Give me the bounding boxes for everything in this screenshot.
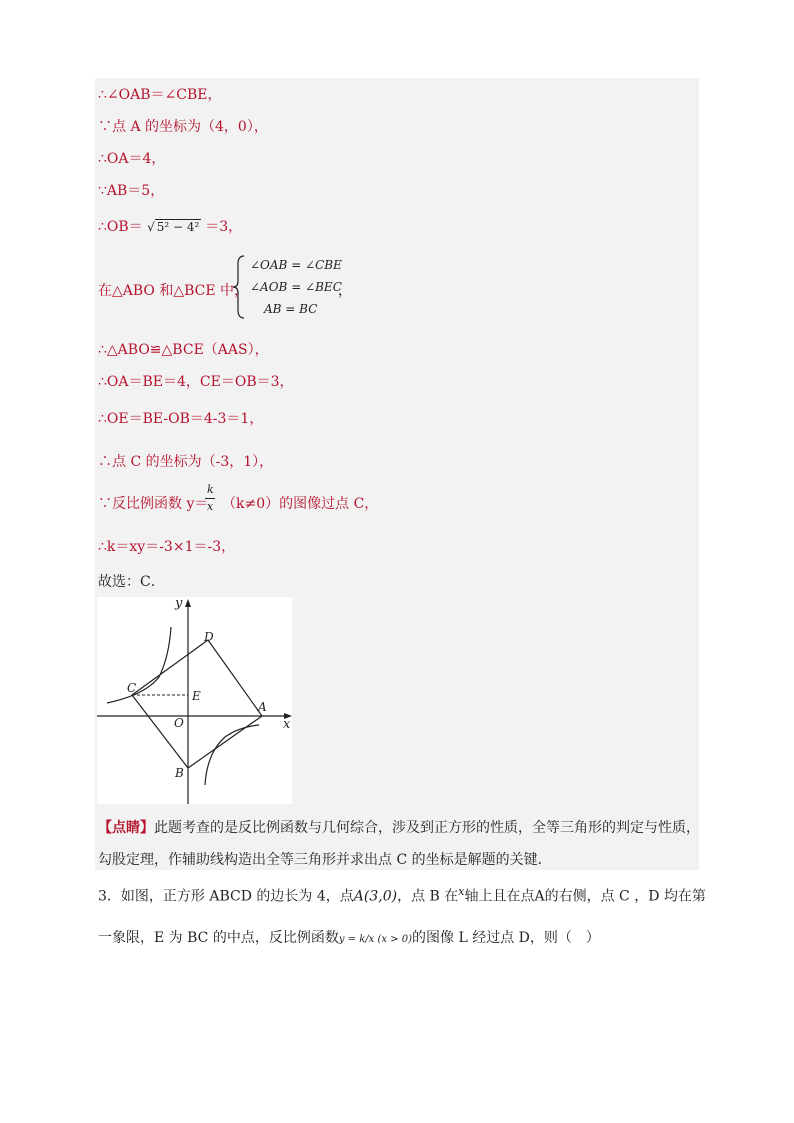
label-a: A bbox=[258, 700, 267, 714]
comment-line-2: 勾股定理，作辅助线构造出全等三角形并求出点 C 的坐标是解题的关键． bbox=[98, 852, 552, 868]
question-line-1 bbox=[98, 885, 706, 906]
step-11-prefix: ∵反比例函数 y＝ bbox=[98, 496, 209, 512]
label-c: C bbox=[127, 681, 137, 695]
sqrt-radicand: 5² − 4² bbox=[156, 220, 200, 234]
question-text-1c: 轴上且在点A的右侧，点 C ，D 均在第 bbox=[464, 888, 706, 905]
step-12: ∴k＝xy＝-3×1＝-3， bbox=[98, 539, 236, 555]
step-6: 在△ABO 和△BCE 中， bbox=[98, 283, 249, 299]
label-b: B bbox=[175, 766, 184, 780]
sqrt-expression bbox=[147, 219, 205, 234]
system-eq-2: ∠AOB = ∠BEC bbox=[250, 280, 342, 294]
step-3: ∴OA＝4， bbox=[98, 151, 166, 167]
label-o: O bbox=[174, 716, 184, 730]
frac-bar bbox=[205, 498, 215, 499]
system-eq-1: ∠OAB = ∠CBE bbox=[250, 258, 342, 272]
step-7: ∴△ABO≌△BCE（AAS）， bbox=[98, 342, 269, 358]
question-text-2a: 一象限，E 为 BC 的中点，反比例函数 bbox=[98, 930, 339, 946]
step-5-prefix: ∴OB＝ bbox=[98, 219, 143, 235]
label-e: E bbox=[192, 689, 201, 703]
question-point-a: A(3,0) bbox=[353, 888, 398, 905]
step-2: ∵点 A 的坐标为（4，0）， bbox=[98, 119, 268, 135]
question-line-2 bbox=[98, 927, 600, 947]
step-10: ∴点 C 的坐标为（-3，1）， bbox=[98, 454, 274, 470]
frac-denominator: x bbox=[207, 500, 214, 513]
comment-text-1: 此题考查的是反比例函数与几何综合，涉及到正方形的性质，全等三角形的判定与性质， bbox=[154, 820, 700, 836]
question-text-1b: ，点 B 在 bbox=[397, 888, 459, 905]
step-8: ∴OA＝BE＝4，CE＝OB＝3， bbox=[98, 374, 294, 390]
label-d: D bbox=[204, 630, 214, 644]
step-11-suffix: （k≠0）的图像过点 C， bbox=[222, 496, 379, 512]
geometry-figure bbox=[97, 597, 292, 804]
comment-line-1 bbox=[98, 817, 700, 837]
step-5-suffix: ＝3， bbox=[205, 219, 243, 235]
system-eq-3: AB = BC bbox=[264, 302, 318, 316]
y-arrow bbox=[185, 599, 191, 607]
step-9: ∴OE＝BE-OB＝4-3＝1， bbox=[98, 411, 264, 427]
hyperbola-branch-2 bbox=[107, 627, 171, 703]
question-text-1a: 3．如图，正方形 ABCD 的边长为 4，点 bbox=[98, 888, 354, 905]
comment-tag: 【点睛】 bbox=[98, 820, 154, 836]
sqrt-sign: √ bbox=[147, 220, 155, 234]
label-x: x bbox=[283, 717, 291, 732]
step-5 bbox=[98, 216, 242, 236]
hyperbola-branch-4 bbox=[205, 725, 259, 785]
question-function: y = k/x (x > 0) bbox=[338, 934, 413, 945]
brace-path bbox=[233, 256, 244, 318]
question-axis: x bbox=[458, 885, 465, 898]
system-comma: ， bbox=[338, 283, 352, 299]
question-text-2b: 的图像 L 经过点 D，则（ ） bbox=[412, 930, 600, 946]
label-y: y bbox=[175, 597, 183, 611]
figure-svg bbox=[97, 597, 292, 804]
step-4: ∵AB＝5， bbox=[98, 183, 165, 199]
answer-line: 故选：C． bbox=[98, 574, 165, 590]
step-1: ∴∠OAB＝∠CBE， bbox=[98, 87, 222, 103]
system-brace bbox=[230, 254, 250, 320]
frac-numerator: k bbox=[207, 483, 214, 496]
square-abcd bbox=[132, 640, 262, 768]
